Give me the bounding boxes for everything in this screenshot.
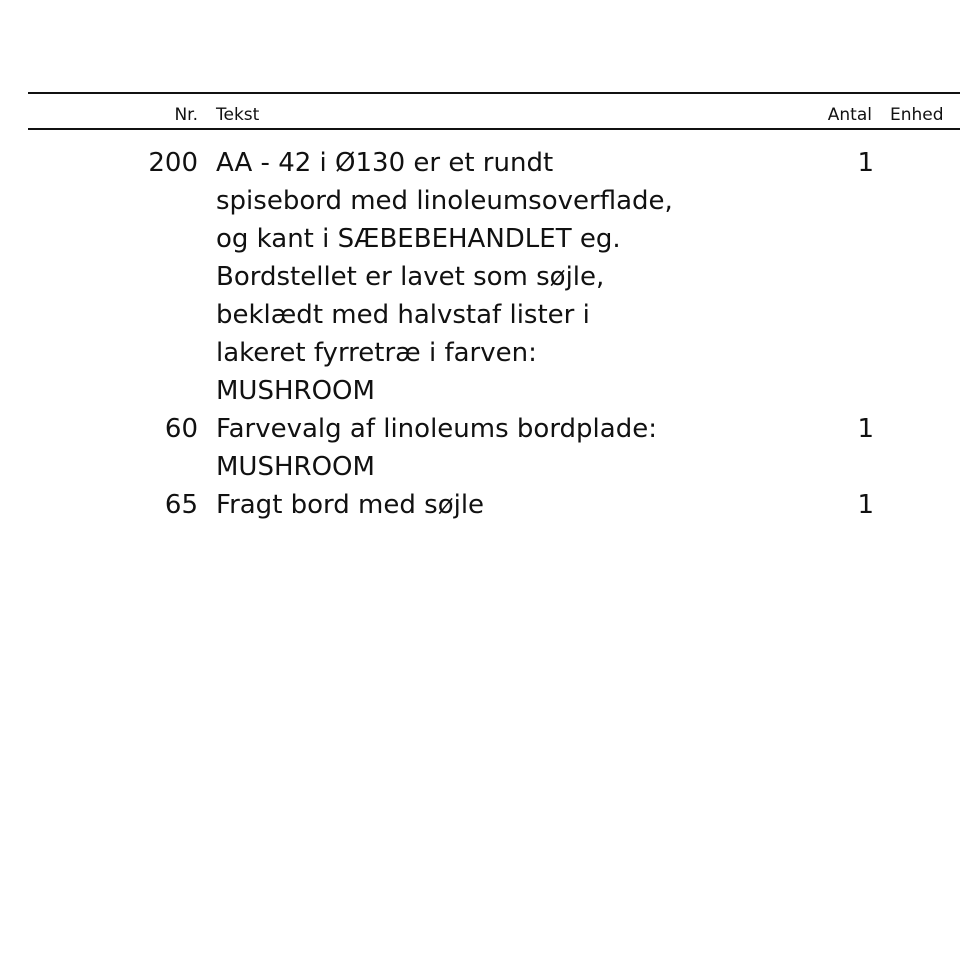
header-bottom-rule xyxy=(28,128,960,130)
table-row xyxy=(0,410,960,486)
row-quantity: 1 xyxy=(857,148,874,178)
row-description xyxy=(216,144,776,410)
header-top-rule xyxy=(28,92,960,94)
column-header-nr: Nr. xyxy=(174,105,198,125)
table-row xyxy=(0,486,960,524)
column-header-enhed: Enhed xyxy=(890,105,944,125)
row-quantity: 1 xyxy=(857,414,874,444)
description-line: AA - 42 i Ø130 er et rundt xyxy=(216,148,554,178)
description-line: Fragt bord med søjle xyxy=(216,490,485,520)
description-line: Bordstellet er lavet som søjle, xyxy=(216,262,605,292)
row-description xyxy=(216,410,776,486)
description-line: spisebord med linoleumsoverflade, xyxy=(216,186,673,216)
description-line: Farvevalg af linoleums bordplade: xyxy=(216,414,657,444)
table-row xyxy=(0,144,960,410)
row-number: 60 xyxy=(164,414,198,444)
column-header-antal: Antal xyxy=(827,105,872,125)
row-description xyxy=(216,486,776,524)
description-line: lakeret fyrretræ i farven: xyxy=(216,338,537,368)
row-number: 65 xyxy=(164,490,198,520)
description-line: beklædt med halvstaf lister i xyxy=(216,300,590,330)
row-quantity: 1 xyxy=(857,490,874,520)
column-header-tekst: Tekst xyxy=(216,105,260,125)
description-line: og kant i SÆBEBEHANDLET eg. xyxy=(216,224,621,254)
description-line: MUSHROOM xyxy=(216,452,375,482)
row-number: 200 xyxy=(148,148,198,178)
description-line: MUSHROOM xyxy=(216,376,375,406)
table-body xyxy=(0,144,960,524)
